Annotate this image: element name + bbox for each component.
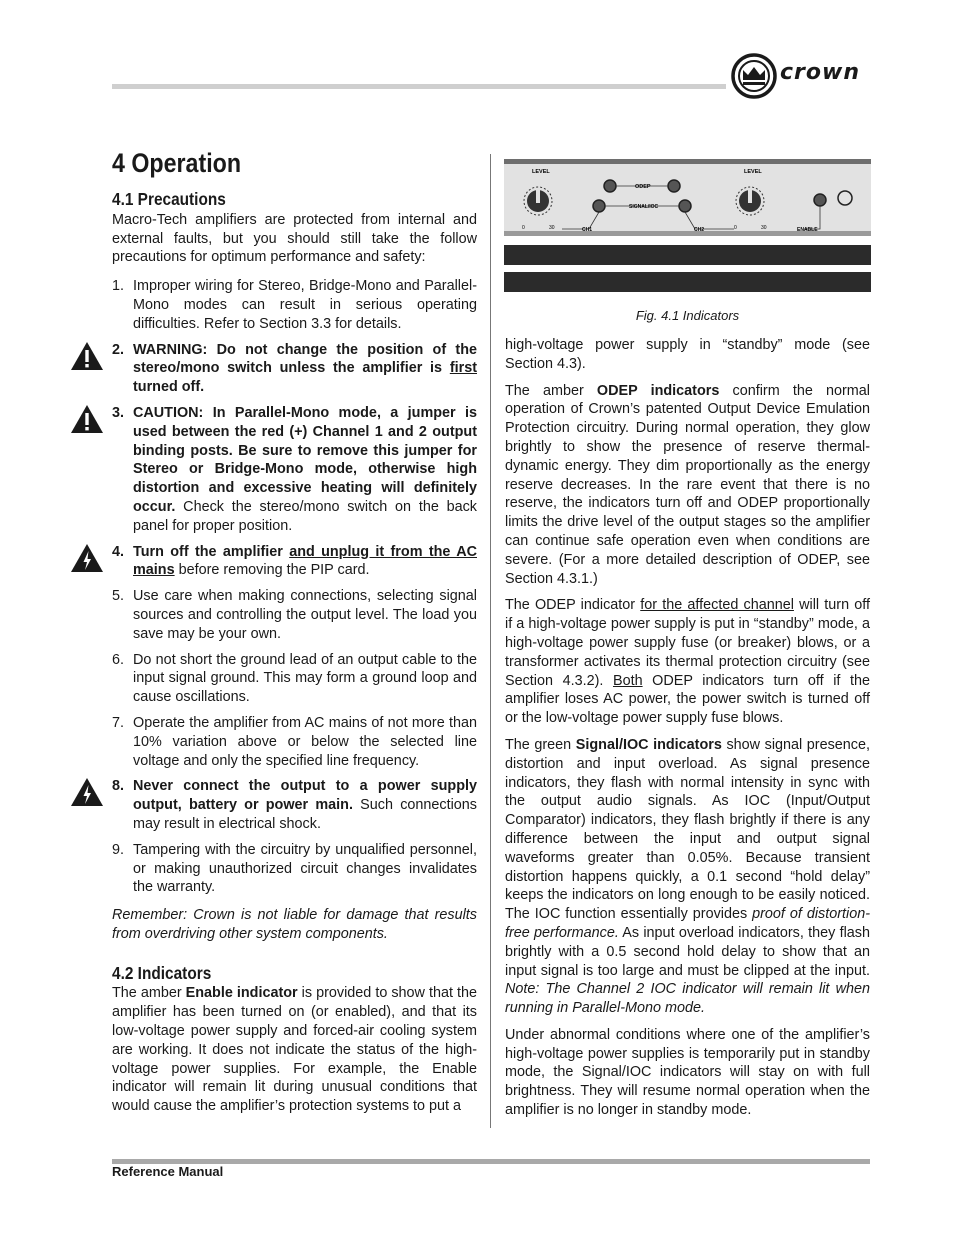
power-button	[838, 191, 852, 205]
enable-led	[814, 194, 826, 206]
svg-text:LEVEL: LEVEL	[532, 169, 550, 175]
signal-ioc-led-ch1	[593, 200, 605, 212]
column-divider	[490, 154, 491, 1128]
standby-continuation: high-voltage power supply in “standby” mode (see Section 4.3).	[505, 337, 870, 372]
warning-exclamation-icon	[70, 404, 104, 434]
svg-text:0: 0	[734, 225, 737, 231]
svg-text:0: 0	[522, 225, 525, 231]
page-title: 4 Operation	[112, 148, 242, 178]
svg-text:CH2: CH2	[694, 227, 705, 233]
list-item: 8. Never connect the output to a power supply output, battery or power main. Such connections may result in electrical shock.	[112, 777, 477, 833]
svg-text:LEVEL: LEVEL	[744, 169, 762, 175]
odep-led-ch2	[668, 180, 680, 192]
svg-text:ENABLE: ENABLE	[797, 227, 818, 233]
signal-ioc-paragraph: The green Signal/IOC indicators show signal presence, distortion and input overload. As signal presence indicators, they flash with normal intensity in sync with the output audio signals. As IOC (Input/Output Comparator) indicators, they flash brightly if there is any difference between the input and output signal waveforms greater than 0.05%. Because transient distortion happens quickly, a 0.1 second “hold delay” keeps the indicators on long enough to be easily noticed. The IOC function essentially provides proof of distortion-free performance. As input overload indicators, they flash brightly with a 0.5 second hold delay to show that an input signal is too large and must be clipped at the input. Note: The Channel 2 IOC indicator will remain lit when running in Parallel-Mono mode.	[505, 736, 871, 1017]
list-item: 9. Tampering with the circuitry by unqualified personnel, or making unauthorized circuit changes invalidates the warranty.	[112, 841, 477, 896]
enable-paragraph: The amber Enable indicator is provided to show that the amplifier has been turned on (or enabled), and that its low-voltage power supply and forced-air cooling system are working. It does not indicate the status of the high-voltage power supplies. For example, the Enable indicator will remain lit during unusual conditions that would cause the amplifier’s protection systems to put a	[112, 985, 478, 1115]
odep-off-paragraph: The ODEP indicator for the affected channel will turn off if a high-voltage power supply is put in “standby” mode, a high-voltage power supply fuse (or breaker) blows, or a transformer activates its thermal protection circuitry (see Section 4.3.2). Both ODEP indicators turn off if the amplifier loses AC power, the power switch is turned off or the low-voltage power supply fuse blows.	[505, 597, 870, 727]
svg-text:CH1: CH1	[582, 227, 593, 233]
svg-text:30: 30	[549, 225, 555, 231]
odep-led-ch1	[604, 180, 616, 192]
precautions-list	[112, 277, 477, 897]
precautions-intro: Macro-Tech amplifiers are protected from internal and external faults, but you should still take the follow precautions for optimum performance and safety:	[112, 211, 477, 266]
signal-ioc-led-ch2	[679, 200, 691, 212]
list-item: 5. Use care when making connections, selecting signal sources and controlling the output level. The load you save may be your own.	[112, 588, 477, 642]
indicator-panel-figure	[504, 159, 871, 297]
odep-paragraph: The amber ODEP indicators confirm the normal operation of Crown’s patented Output Device Emulation Protection circuitry. During normal operation, they glow brightly to show the presence of reserve thermal-dynamic energy. They dim proportionally as the energy reserve decreases. In the rare event that there is no reserve, the indicators turn off and ODEP proportionally limits the drive level of the output stages so the amplifier can continue safe operation even when conditions are severe. (For a more detailed description of ODEP, see Section 4.3.1.)	[505, 382, 870, 587]
remember-note: Remember: Crown is not liable for damage that results from overdriving other system components.	[112, 907, 477, 942]
svg-text:30: 30	[761, 225, 767, 231]
abnormal-conditions-paragraph: Under abnormal conditions where one of the amplifier’s high-voltage power supplies is temporarily put in standby mode, the Signal/IOC indicators will stay on with full brightness. They will resume normal operation when the amplifier is no longer in standby mode.	[505, 1026, 870, 1119]
footer-label: Reference Manual	[112, 1164, 224, 1179]
section-heading-precautions: 4.1 Precautions	[112, 189, 226, 209]
crown-logo-icon	[731, 53, 777, 99]
svg-text:SIGNAL/IOC: SIGNAL/IOC	[629, 204, 659, 210]
header-rule	[112, 84, 726, 89]
list-item: 3. CAUTION: In Parallel-Mono mode, a jumper is used between the red (+) Channel 1 and 2 output binding posts. Be sure to remove this jumper for Stereo or Bridge-Mono mode, otherwise high distortion and excessive heating will definitely occur. Check the stereo/mono switch on the back panel for proper position.	[112, 404, 477, 536]
list-item: 2. WARNING: Do not change the position of the stereo/mono switch unless the amplifier is first turned off.	[112, 341, 477, 397]
electrical-hazard-icon	[70, 543, 104, 573]
section-heading-indicators: 4.2 Indicators	[112, 962, 212, 983]
list-item: 7. Operate the amplifier from AC mains of not more than 10% variation above or below the selected line voltage and only the specified line frequency.	[112, 714, 477, 769]
right-column	[505, 336, 870, 1128]
electrical-hazard-icon	[70, 777, 104, 807]
list-item: 6. Do not short the ground lead of an output cable to the input signal ground. This may form a ground loop and cause oscillations.	[112, 651, 477, 706]
footer-rule	[112, 1159, 870, 1164]
figure-caption: Fig. 4.1 Indicators	[635, 308, 740, 323]
list-item: 1. Improper wiring for Stereo, Bridge-Mono and Parallel-Mono modes can result in serious operating difficulties. Refer to Section 3.3 for details.	[112, 278, 477, 332]
crown-wordmark: crown	[780, 60, 860, 85]
warning-exclamation-icon	[70, 341, 104, 371]
list-item: 4. Turn off the amplifier and unplug it from the AC mains before removing the PIP card.	[112, 543, 477, 581]
svg-text:ODEP: ODEP	[635, 184, 651, 190]
left-column	[112, 190, 477, 1124]
